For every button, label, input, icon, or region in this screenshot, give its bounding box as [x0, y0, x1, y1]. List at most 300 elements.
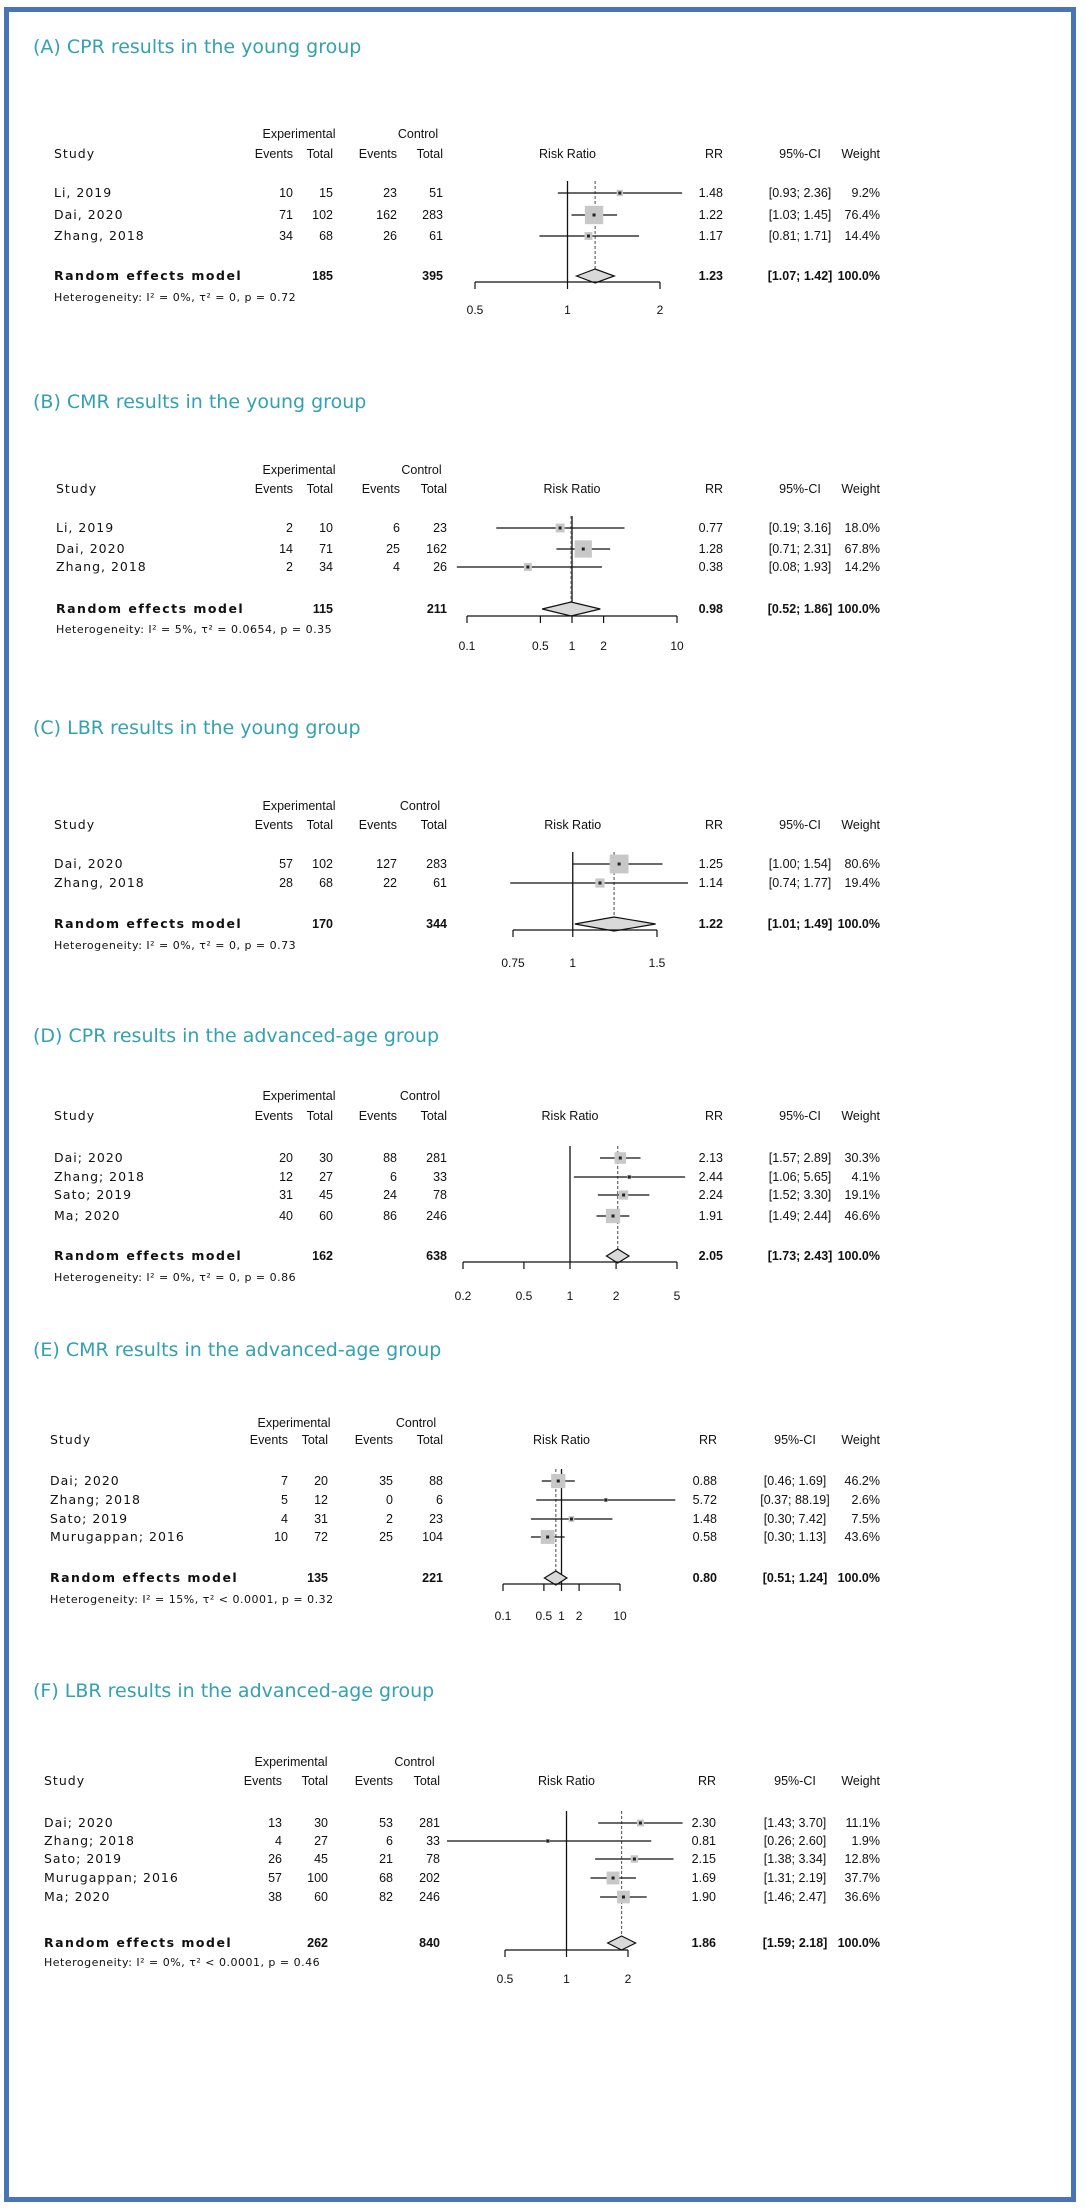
header-exp-total: Total: [306, 482, 333, 496]
ctl-events: 25: [379, 1530, 393, 1544]
exp-events: 7: [281, 1474, 288, 1488]
pooled-ctl-total: 638: [426, 1249, 447, 1263]
random-effects-label: Random effects model: [54, 916, 243, 931]
header-exp-total: Total: [306, 1109, 333, 1123]
ci-value: [0.30; 7.42]: [763, 1512, 827, 1526]
ctl-total: 6: [436, 1493, 443, 1507]
exp-total: 102: [312, 857, 333, 871]
header-ctl-events: Events: [361, 482, 400, 496]
pooled-diamond: [542, 602, 600, 616]
header-weight: Weight: [841, 482, 880, 496]
weight-value: 11.1%: [845, 1816, 880, 1830]
study-name: Dai; 2020: [50, 1473, 120, 1488]
header-exp-total: Total: [306, 147, 333, 161]
exp-total: 27: [319, 1170, 333, 1184]
exp-events: 34: [279, 229, 293, 243]
ctl-total: 88: [429, 1474, 443, 1488]
weight-value: 4.1%: [851, 1170, 880, 1184]
panel-title: (C) LBR results in the young group: [33, 717, 361, 739]
header-study: Study: [44, 1773, 86, 1788]
exp-events: 4: [275, 1834, 282, 1848]
header-ctl-events: Events: [354, 1774, 393, 1788]
study-name: Sato; 2019: [54, 1187, 133, 1202]
heterogeneity-text: Heterogeneity: I² = 15%, τ² < 0.0001, p = 0.32: [50, 1593, 334, 1606]
exp-total: 34: [319, 560, 333, 574]
weight-value: 30.3%: [844, 1151, 880, 1165]
header-study: Study: [56, 481, 98, 496]
exp-events: 2: [286, 521, 293, 535]
ci-value: [1.52; 3.30]: [768, 1188, 832, 1202]
header-exp-events: Events: [254, 147, 293, 161]
rr-value: 2.24: [698, 1188, 723, 1202]
header-experimental: Experimental: [262, 463, 336, 477]
header-risk-ratio: Risk Ratio: [543, 482, 601, 496]
header-exp-total: Total: [301, 1433, 328, 1447]
ci-value: [1.00; 1.54]: [768, 857, 832, 871]
point-estimate: [612, 1877, 615, 1880]
weight-value: 43.6%: [844, 1530, 880, 1544]
ci-value: [0.46; 1.69]: [763, 1474, 827, 1488]
study-name: Dai; 2020: [44, 1815, 114, 1830]
x-tick-label: 2: [575, 1609, 583, 1623]
exp-events: 4: [281, 1512, 288, 1526]
header-weight: Weight: [841, 1109, 880, 1123]
ctl-events: 4: [393, 560, 400, 574]
ctl-total: 78: [426, 1852, 440, 1866]
x-tick-label: 1: [569, 956, 577, 970]
header-risk-ratio: Risk Ratio: [533, 1433, 590, 1447]
x-tick-label: 1: [558, 1609, 565, 1623]
point-estimate: [526, 566, 529, 569]
ctl-total: 283: [422, 208, 443, 222]
x-tick-label: 1.5: [648, 956, 666, 970]
header-exp-events: Events: [243, 1774, 282, 1788]
point-estimate: [639, 1822, 642, 1825]
header-risk-ratio: Risk Ratio: [539, 147, 596, 161]
exp-total: 60: [319, 1209, 333, 1223]
header-ci: 95%-CI: [779, 147, 821, 161]
pooled-exp-total: 135: [307, 1571, 328, 1585]
weight-value: 14.4%: [844, 229, 880, 243]
pooled-diamond: [575, 917, 656, 931]
pooled-ctl-total: 344: [426, 917, 447, 931]
ctl-total: 23: [433, 521, 447, 535]
pooled-ci: [1.07; 1.42]: [767, 269, 833, 283]
header-control: Control: [399, 799, 441, 813]
exp-total: 102: [312, 208, 333, 222]
study-name: Sato; 2019: [50, 1511, 129, 1526]
exp-total: 12: [314, 1493, 328, 1507]
ctl-events: 162: [376, 208, 397, 222]
pooled-ci: [0.51; 1.24]: [762, 1571, 828, 1585]
study-name: Ma; 2020: [44, 1889, 111, 1904]
point-estimate: [546, 1536, 549, 1539]
exp-events: 20: [279, 1151, 293, 1165]
x-tick-label: 10: [670, 639, 684, 653]
point-estimate: [559, 527, 562, 530]
exp-events: 5: [281, 1493, 288, 1507]
exp-total: 100: [307, 1871, 328, 1885]
random-effects-label: Random effects model: [50, 1570, 239, 1585]
point-estimate: [604, 1499, 607, 1502]
exp-total: 10: [319, 521, 333, 535]
exp-events: 2: [286, 560, 293, 574]
weight-value: 9.2%: [851, 186, 880, 200]
exp-events: 38: [268, 1890, 282, 1904]
weight-value: 19.1%: [844, 1188, 880, 1202]
ctl-total: 78: [433, 1188, 447, 1202]
ci-value: [1.06; 5.65]: [768, 1170, 832, 1184]
header-ctl-events: Events: [358, 818, 397, 832]
panel-title: (F) LBR results in the advanced-age group: [33, 1680, 435, 1702]
weight-value: 7.5%: [851, 1512, 880, 1526]
ctl-events: 35: [379, 1474, 393, 1488]
study-name: Zhang, 2018: [54, 228, 145, 243]
pooled-exp-total: 262: [307, 1936, 328, 1950]
random-effects-label: Random effects model: [44, 1935, 233, 1950]
x-tick-label: 1: [566, 1289, 574, 1303]
x-tick-label: 2: [656, 303, 664, 317]
exp-total: 30: [314, 1816, 328, 1830]
study-name: Zhang, 2018: [56, 559, 147, 574]
point-estimate: [557, 1480, 560, 1483]
point-estimate: [598, 882, 601, 885]
rr-value: 0.58: [692, 1530, 717, 1544]
x-tick-label: 10: [613, 1609, 627, 1623]
ctl-total: 104: [422, 1530, 443, 1544]
exp-events: 13: [268, 1816, 282, 1830]
ctl-events: 23: [383, 186, 397, 200]
header-ctl-total: Total: [413, 1774, 440, 1788]
header-rr: RR: [704, 147, 723, 161]
weight-value: 1.9%: [851, 1834, 880, 1848]
ci-value: [0.08; 1.93]: [768, 560, 832, 574]
forest-panel: [33, 1339, 881, 1623]
ctl-events: 82: [379, 1890, 393, 1904]
random-effects-label: Random effects model: [54, 268, 243, 283]
weight-value: 36.6%: [844, 1890, 880, 1904]
ctl-events: 6: [390, 1170, 397, 1184]
weight-value: 76.4%: [844, 208, 880, 222]
x-tick-label: 1: [563, 1972, 570, 1986]
x-tick-label: 2: [624, 1972, 632, 1986]
ci-value: [0.93; 2.36]: [768, 186, 832, 200]
ci-value: [1.46; 2.47]: [763, 1890, 827, 1904]
ctl-events: 53: [379, 1816, 393, 1830]
weight-value: 80.6%: [844, 857, 880, 871]
ctl-total: 51: [429, 186, 443, 200]
header-ctl-total: Total: [416, 1433, 443, 1447]
ctl-total: 33: [426, 1834, 440, 1848]
study-name: Ma; 2020: [54, 1208, 121, 1223]
x-tick-label: 0.1: [494, 1609, 512, 1623]
rr-value: 2.44: [698, 1170, 723, 1184]
point-estimate: [612, 1215, 615, 1218]
study-name: Zhang, 2018: [54, 875, 145, 890]
exp-events: 28: [279, 876, 293, 890]
exp-total: 15: [319, 186, 333, 200]
header-exp-events: Events: [254, 818, 293, 832]
header-study: Study: [50, 1432, 92, 1447]
ctl-events: 25: [386, 542, 400, 556]
rr-value: 2.15: [691, 1852, 716, 1866]
rr-value: 1.28: [698, 542, 723, 556]
ci-value: [1.03; 1.45]: [768, 208, 832, 222]
header-control: Control: [397, 127, 439, 141]
rr-value: 1.25: [698, 857, 723, 871]
ctl-total: 26: [433, 560, 447, 574]
header-exp-total: Total: [306, 818, 333, 832]
ctl-events: 127: [376, 857, 397, 871]
header-study: Study: [54, 1108, 96, 1123]
random-effects-label: Random effects model: [54, 1248, 243, 1263]
weight-value: 19.4%: [844, 876, 880, 890]
point-estimate: [622, 1896, 625, 1899]
exp-total: 60: [314, 1890, 328, 1904]
panel-title: (D) CPR results in the advanced-age group: [33, 1025, 440, 1047]
ci-value: [0.26; 2.60]: [763, 1834, 827, 1848]
pooled-rr: 1.22: [698, 917, 723, 931]
pooled-exp-total: 185: [312, 269, 333, 283]
header-weight: Weight: [841, 1774, 880, 1788]
ci-value: [0.30; 1.13]: [763, 1530, 827, 1544]
ctl-events: 2: [386, 1512, 393, 1526]
ctl-total: 61: [433, 876, 447, 890]
point-estimate: [546, 1840, 549, 1843]
rr-value: 0.38: [698, 560, 723, 574]
pooled-exp-total: 115: [312, 602, 333, 616]
exp-events: 26: [268, 1852, 282, 1866]
rr-value: 1.91: [698, 1209, 723, 1223]
header-experimental: Experimental: [262, 1089, 336, 1103]
header-rr: RR: [704, 482, 723, 496]
header-experimental: Experimental: [262, 799, 336, 813]
x-tick-label: 1: [564, 303, 571, 317]
header-exp-events: Events: [249, 1433, 288, 1447]
header-ci: 95%-CI: [779, 818, 821, 832]
exp-total: 68: [319, 229, 333, 243]
heterogeneity-text: Heterogeneity: I² = 0%, τ² < 0.0001, p = 0.46: [44, 1956, 321, 1969]
header-ctl-total: Total: [420, 1109, 447, 1123]
ci-value: [0.37; 88.19]: [760, 1493, 830, 1507]
rr-value: 1.17: [698, 229, 723, 243]
pooled-diamond: [544, 1571, 567, 1585]
x-tick-label: 0.75: [501, 956, 525, 970]
pooled-diamond: [606, 1249, 629, 1263]
ctl-events: 88: [383, 1151, 397, 1165]
panel-title: (E) CMR results in the advanced-age group: [33, 1339, 442, 1361]
pooled-ctl-total: 211: [426, 602, 447, 616]
ci-value: [1.31; 2.19]: [763, 1871, 827, 1885]
rr-value: 2.13: [698, 1151, 723, 1165]
ctl-total: 61: [429, 229, 443, 243]
study-name: Sato; 2019: [44, 1851, 123, 1866]
ctl-events: 24: [383, 1188, 397, 1202]
heterogeneity-text: Heterogeneity: I² = 0%, τ² = 0, p = 0.73: [54, 939, 297, 952]
ctl-events: 26: [383, 229, 397, 243]
header-weight: Weight: [841, 147, 880, 161]
header-experimental: Experimental: [257, 1416, 331, 1430]
ci-value: [0.81; 1.71]: [768, 229, 832, 243]
weight-value: 2.6%: [851, 1493, 880, 1507]
exp-events: 14: [279, 542, 293, 556]
ctl-events: 21: [379, 1852, 393, 1866]
rr-value: 1.22: [698, 208, 723, 222]
header-study: Study: [54, 817, 96, 832]
x-tick-label: 0.2: [454, 1289, 472, 1303]
header-weight: Weight: [841, 818, 880, 832]
point-estimate: [618, 192, 621, 195]
study-name: Zhang; 2018: [50, 1492, 141, 1507]
weight-value: 67.8%: [844, 542, 880, 556]
forest-panel: [33, 1025, 881, 1303]
pooled-diamond: [577, 269, 615, 283]
study-name: Dai, 2020: [56, 541, 126, 556]
exp-total: 45: [314, 1852, 328, 1866]
ci-value: [1.57; 2.89]: [768, 1151, 832, 1165]
weight-value: 14.2%: [844, 560, 880, 574]
header-exp-total: Total: [301, 1774, 328, 1788]
header-rr: RR: [697, 1774, 716, 1788]
ctl-total: 281: [426, 1151, 447, 1165]
header-ci: 95%-CI: [774, 1774, 816, 1788]
weight-value: 37.7%: [844, 1871, 880, 1885]
pooled-rr: 0.80: [692, 1571, 717, 1585]
x-tick-label: 2: [600, 639, 607, 653]
header-risk-ratio: Risk Ratio: [544, 818, 602, 832]
header-ci: 95%-CI: [774, 1433, 816, 1447]
pooled-ctl-total: 221: [422, 1571, 443, 1585]
rr-value: 2.30: [691, 1816, 716, 1830]
exp-total: 20: [314, 1474, 328, 1488]
ctl-total: 246: [426, 1209, 447, 1223]
pooled-rr: 1.86: [691, 1936, 716, 1950]
exp-events: 40: [279, 1209, 293, 1223]
pooled-ci: [1.01; 1.49]: [767, 917, 833, 931]
rr-value: 0.81: [691, 1834, 716, 1848]
x-tick-label: 0.5: [515, 1289, 533, 1303]
header-control: Control: [399, 1089, 441, 1103]
ci-value: [0.74; 1.77]: [768, 876, 832, 890]
ctl-total: 246: [419, 1890, 440, 1904]
pooled-exp-total: 162: [312, 1249, 333, 1263]
ci-value: [1.43; 3.70]: [763, 1816, 827, 1830]
ctl-events: 68: [379, 1871, 393, 1885]
header-control: Control: [394, 1755, 435, 1769]
pooled-rr: 0.98: [698, 602, 723, 616]
rr-value: 0.77: [698, 521, 723, 535]
study-name: Li, 2019: [56, 520, 115, 535]
pooled-weight: 100.0%: [837, 269, 880, 283]
exp-events: 31: [279, 1188, 293, 1202]
exp-events: 57: [279, 857, 293, 871]
pooled-weight: 100.0%: [837, 1249, 880, 1263]
pooled-rr: 1.23: [698, 269, 723, 283]
heterogeneity-text: Heterogeneity: I² = 5%, τ² = 0.0654, p = 0.35: [56, 623, 333, 636]
exp-total: 72: [314, 1530, 328, 1544]
header-rr: RR: [704, 1109, 723, 1123]
ctl-total: 23: [429, 1512, 443, 1526]
pooled-weight: 100.0%: [837, 1571, 880, 1585]
header-ctl-total: Total: [420, 482, 447, 496]
rr-value: 1.48: [698, 186, 723, 200]
exp-total: 27: [314, 1834, 328, 1848]
exp-events: 10: [274, 1530, 288, 1544]
header-experimental: Experimental: [262, 127, 336, 141]
header-ctl-events: Events: [354, 1433, 393, 1447]
exp-total: 31: [314, 1512, 328, 1526]
ctl-total: 283: [426, 857, 447, 871]
forest-panel: [33, 36, 881, 317]
study-name: Murugappan; 2016: [44, 1870, 179, 1885]
exp-total: 71: [319, 542, 333, 556]
header-ctl-total: Total: [416, 147, 443, 161]
rr-value: 0.88: [692, 1474, 717, 1488]
rr-value: 5.72: [692, 1493, 717, 1507]
panel-title: (B) CMR results in the young group: [33, 391, 367, 413]
pooled-exp-total: 170: [312, 917, 333, 931]
ci-value: [0.19; 3.16]: [768, 521, 832, 535]
ctl-total: 281: [419, 1816, 440, 1830]
point-estimate: [570, 1518, 573, 1521]
ctl-total: 162: [426, 542, 447, 556]
x-tick-label: 5: [673, 1289, 681, 1303]
exp-events: 57: [268, 1871, 282, 1885]
x-tick-label: 0.5: [496, 1972, 514, 1986]
x-tick-label: 2: [612, 1289, 620, 1303]
ctl-events: 6: [386, 1834, 393, 1848]
pooled-ctl-total: 395: [422, 269, 443, 283]
header-rr: RR: [698, 1433, 717, 1447]
exp-total: 68: [319, 876, 333, 890]
forest-panel: [33, 1680, 881, 1986]
study-name: Dai, 2020: [54, 856, 124, 871]
study-name: Li, 2019: [54, 185, 113, 200]
pooled-weight: 100.0%: [837, 1936, 880, 1950]
header-ci: 95%-CI: [779, 1109, 821, 1123]
pooled-rr: 2.05: [698, 1249, 723, 1263]
x-tick-label: 0.5: [532, 639, 549, 653]
point-estimate: [628, 1176, 631, 1179]
exp-total: 45: [319, 1188, 333, 1202]
header-exp-events: Events: [254, 1109, 293, 1123]
forest-panel: [33, 717, 881, 970]
exp-events: 12: [279, 1170, 293, 1184]
pooled-ctl-total: 840: [419, 1936, 440, 1950]
forest-panel: [33, 391, 881, 653]
header-control: Control: [395, 1416, 437, 1430]
header-risk-ratio: Risk Ratio: [541, 1109, 599, 1123]
study-name: Zhang; 2018: [54, 1169, 145, 1184]
weight-value: 18.0%: [844, 521, 880, 535]
random-effects-label: Random effects model: [56, 601, 245, 616]
panel-title: (A) CPR results in the young group: [33, 36, 362, 58]
header-study: Study: [54, 146, 96, 161]
header-ctl-total: Total: [420, 818, 447, 832]
heterogeneity-text: Heterogeneity: I² = 0%, τ² = 0, p = 0.72: [54, 291, 297, 304]
study-name: Dai, 2020: [54, 207, 124, 222]
header-ctl-events: Events: [358, 147, 397, 161]
ci-value: [0.71; 2.31]: [768, 542, 832, 556]
study-name: Murugappan; 2016: [50, 1529, 185, 1544]
header-experimental: Experimental: [254, 1755, 328, 1769]
heterogeneity-text: Heterogeneity: I² = 0%, τ² = 0, p = 0.86: [54, 1271, 297, 1284]
study-name: Zhang; 2018: [44, 1833, 135, 1848]
x-tick-label: 0.1: [458, 639, 476, 653]
ctl-events: 6: [393, 521, 400, 535]
header-weight: Weight: [841, 1433, 880, 1447]
weight-value: 12.8%: [844, 1852, 880, 1866]
